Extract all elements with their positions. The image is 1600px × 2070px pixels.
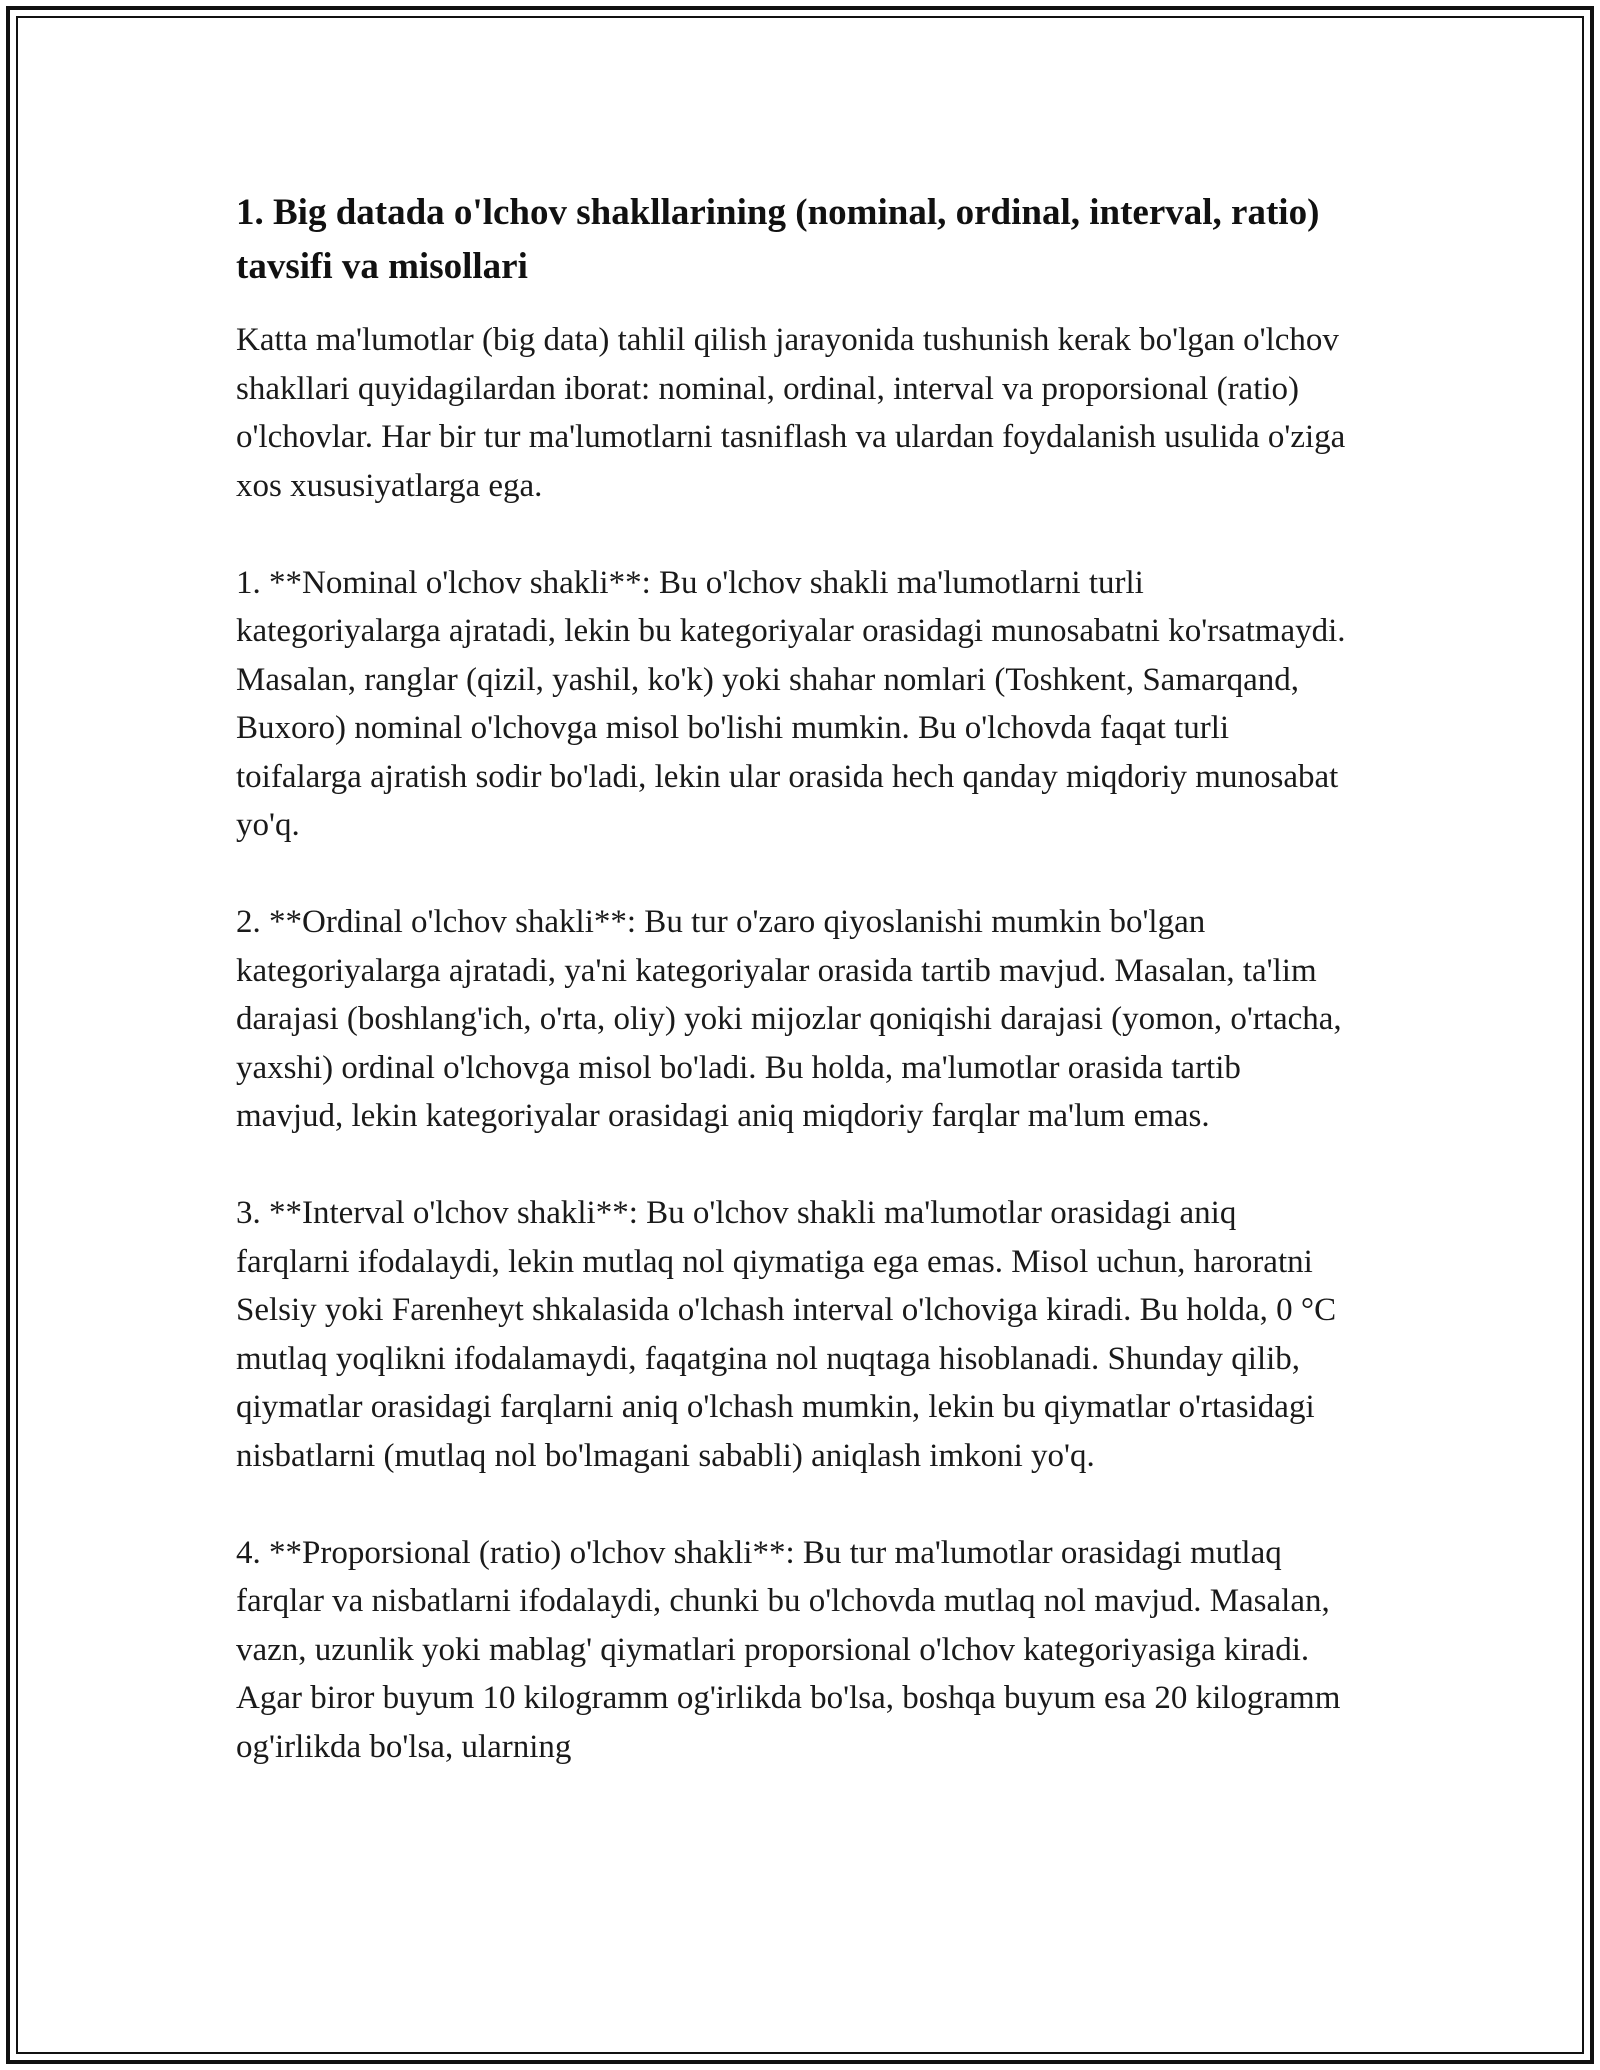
ordinal-paragraph: 2. **Ordinal o'lchov shakli**: Bu tur o'zaro qiyoslanishi mumkin bo'lgan kategoriyalarga ajratadi, ya'ni kategoriyalar orasida tartib mavjud. Masalan, ta'lim darajasi (boshlang'ich, o'rta, oliy) yoki mijozlar qoniqishi darajasi (yomon, o'rtacha, yaxshi) ordinal o'lchovga misol bo'ladi. Bu holda, ma'lumotlar orasida tartib mavjud, lekin kategoriyalar orasidagi aniq miqdoriy farqlar ma'lum emas.	[236, 904, 1342, 1134]
document-body	[236, 186, 1368, 1771]
page-title: 1. Big datada o'lchov shakllarining (nominal, ordinal, interval, ratio) tavsifi va misollari	[236, 192, 1320, 287]
intro-paragraph: Katta ma'lumotlar (big data) tahlil qilish jarayonida tushunish kerak bo'lgan o'lchov shakllari quyidagilardan iborat: nominal, ordinal, interval va proporsional (ratio) o'lchovlar. Har bir tur ma'lumotlarni tasniflash va ulardan foydalanish usulida o'ziga xos xususiyatlarga ega.	[236, 322, 1346, 504]
interval-paragraph: 3. **Interval o'lchov shakli**: Bu o'lchov shakli ma'lumotlar orasidagi aniq farqlarni ifodalaydi, lekin mutlaq nol qiymatiga ega emas. Misol uchun, haroratni Selsiy yoki Farenheyt shkalasida o'lchash interval o'lchoviga kiradi. Bu holda, 0 °C mutlaq yoqlikni ifodalamaydi, faqatgina nol nuqtaga hisoblanadi. Shunday qilib, qiymatlar orasidagi farqlarni aniq o'lchash mumkin, lekin bu qiymatlar o'rtasidagi nisbatlarni (mutlaq nol bo'lmagani sababli) aniqlash imkoni yo'q.	[236, 1195, 1337, 1474]
nominal-paragraph: 1. **Nominal o'lchov shakli**: Bu o'lchov shakli ma'lumotlarni turli kategoriyalarga ajratadi, lekin bu kategoriyalar orasidagi munosabatni ko'rsatmaydi. Masalan, ranglar (qizil, yashil, ko'k) yoki shahar nomlari (Toshkent, Samarqand, Buxoro) nominal o'lchovga misol bo'lishi mumkin. Bu o'lchovda faqat turli toifalarga ajratish sodir bo'ladi, lekin ular orasida hech qanday miqdoriy munosabat yo'q.	[236, 564, 1346, 843]
ratio-paragraph: 4. **Proporsional (ratio) o'lchov shakli**: Bu tur ma'lumotlar orasidagi mutlaq farqlar va nisbatlarni ifodalaydi, chunki bu o'lchovda mutlaq nol mavjud. Masalan, vazn, uzunlik yoki mablag' qiymatlari proporsional o'lchov kategoriyasiga kiradi. Agar biror buyum 10 kilogramm og'irlikda bo'lsa, boshqa buyum esa 20 kilogramm og'irlikda bo'lsa, ularning	[236, 1534, 1341, 1765]
